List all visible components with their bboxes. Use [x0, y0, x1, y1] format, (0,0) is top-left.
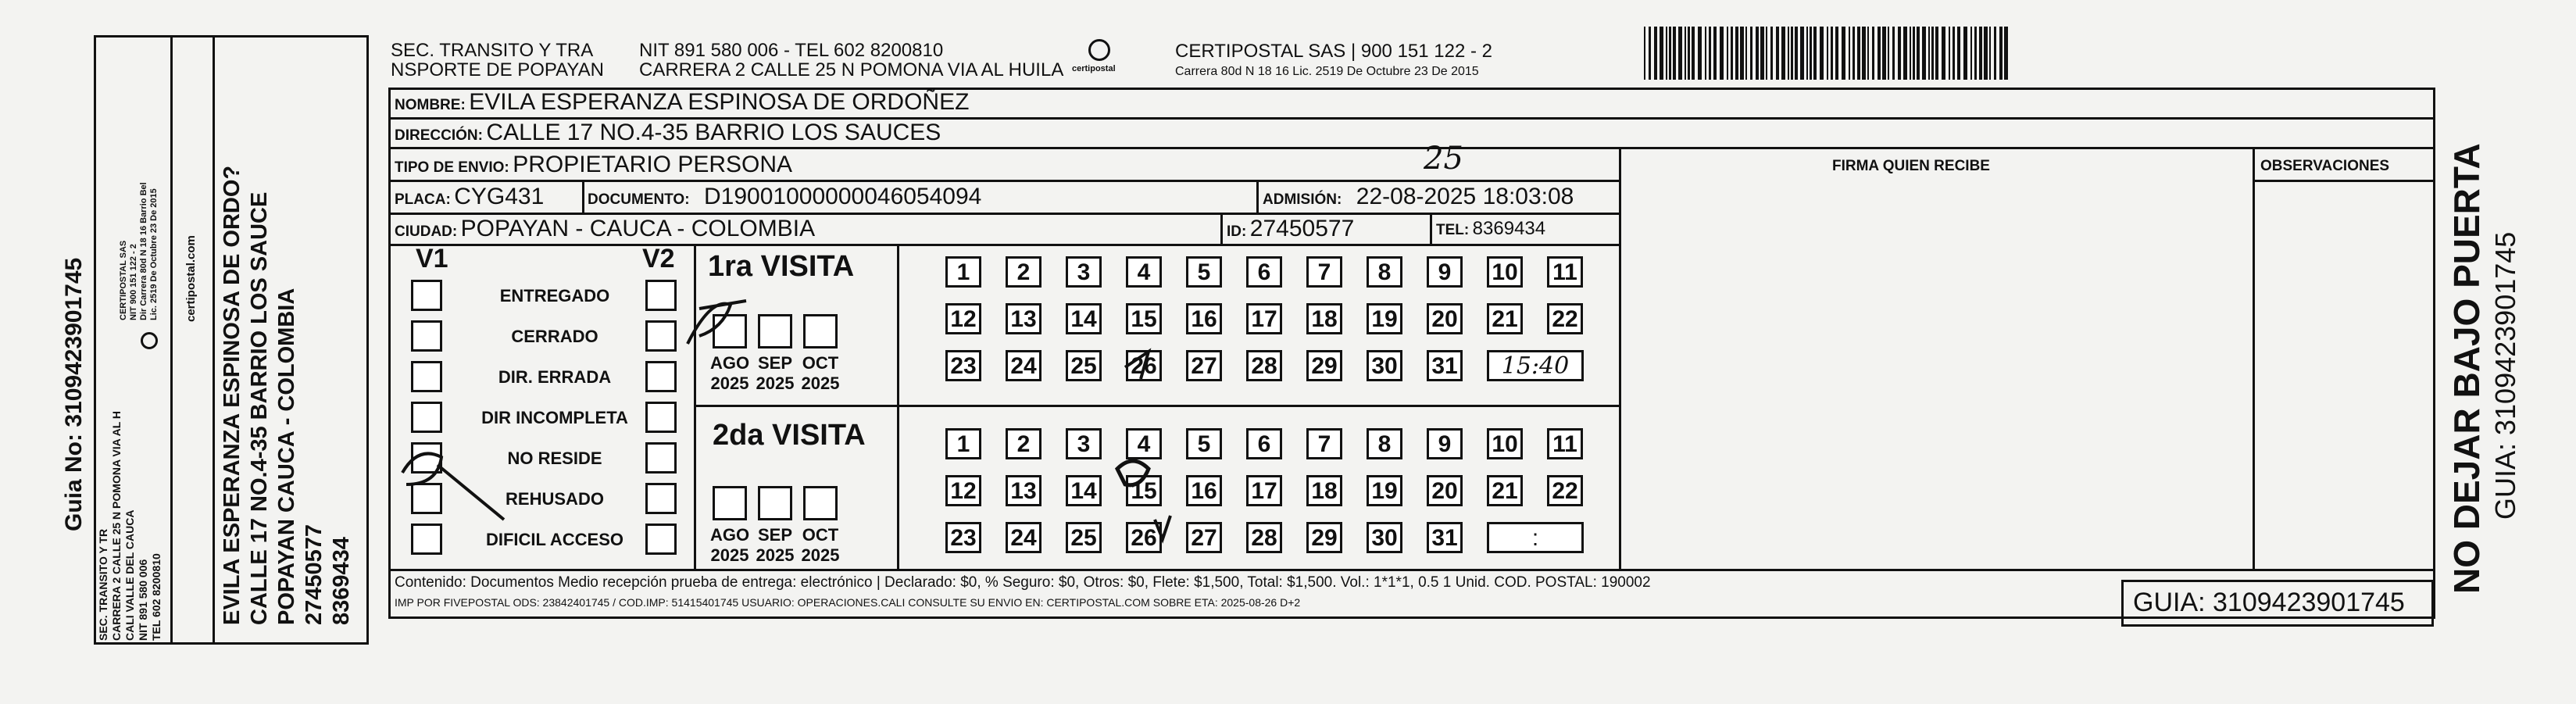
day-checkbox[interactable]: 7: [1306, 256, 1342, 288]
handwritten-note: 25: [1424, 141, 1463, 177]
day-checkbox[interactable]: 13: [1006, 475, 1041, 506]
firma-label: FIRMA QUIEN RECIBE: [1832, 158, 1990, 174]
status-option-label: NO RESIDE: [507, 448, 602, 468]
v2-label: V2: [642, 244, 675, 273]
header-address: CARRERA 2 CALLE 25 N POMONA VIA AL HUILA: [639, 59, 1064, 80]
day-checkbox[interactable]: 3: [1066, 256, 1102, 288]
stub-sender-line: NIT 891 580 006: [137, 559, 149, 641]
day-checkbox[interactable]: 18: [1306, 475, 1342, 506]
day-checkbox[interactable]: 30: [1367, 522, 1402, 553]
direccion-label: DIRECCIÓN:: [395, 127, 483, 144]
day-checkbox[interactable]: 10: [1487, 256, 1523, 288]
stub-carrier-line: Dir Carrera 80d N 18 16 Barrio Bel: [139, 182, 148, 320]
year-label: 2025: [801, 545, 840, 565]
nombre-label: NOMBRE:: [395, 97, 466, 113]
ciudad-label: CIUDAD:: [395, 223, 458, 240]
header-carrier-sub: Carrera 80d N 18 16 Lic. 2519 De Octubre 23 De 2015: [1175, 65, 1479, 78]
status-option-label: CERRADO: [511, 327, 598, 346]
day-checkbox[interactable]: 15: [1126, 303, 1162, 334]
day-checkbox[interactable]: 3: [1066, 428, 1102, 459]
day-checkbox[interactable]: 12: [945, 303, 981, 334]
time-field[interactable]: :: [1487, 522, 1584, 553]
day-checkbox[interactable]: 10: [1487, 428, 1523, 459]
day-checkbox[interactable]: 21: [1487, 475, 1523, 506]
header-sender-line: SEC. TRANSITO Y TRA: [391, 40, 594, 61]
header-nit: NIT 891 580 006 - TEL 602 8200810: [639, 40, 944, 61]
day-checkbox[interactable]: 25: [1066, 350, 1102, 381]
header-carrier-name: CERTIPOSTAL SAS | 900 151 122 - 2: [1175, 41, 1492, 62]
day-checkbox[interactable]: 15: [1126, 475, 1162, 506]
nombre-value: EVILA ESPERANZA ESPINOSA DE ORDOÑEZ: [469, 89, 970, 115]
year-label: 2025: [756, 545, 795, 565]
month-label: OCT: [802, 525, 839, 545]
day-checkbox[interactable]: 26: [1126, 522, 1162, 553]
time-field[interactable]: 15:40: [1487, 350, 1584, 381]
stub-recipient-line: 27450577: [302, 524, 327, 625]
day-checkbox[interactable]: 5: [1186, 256, 1222, 288]
day-checkbox[interactable]: 22: [1547, 303, 1583, 334]
day-checkbox[interactable]: 9: [1427, 256, 1463, 288]
day-checkbox[interactable]: 21: [1487, 303, 1523, 334]
side-guia: GUIA: 3109423901745: [2489, 231, 2521, 520]
documento-label: DOCUMENTO:: [588, 191, 690, 208]
tipo-envio-value: PROPIETARIO PERSONA: [513, 152, 793, 177]
tipo-envio-label: TIPO DE ENVIO:: [395, 159, 509, 176]
day-checkbox[interactable]: 6: [1246, 428, 1282, 459]
stub-sender-line: CARRERA 2 CALLE 25 N POMONA VIA AL H: [110, 410, 123, 641]
direccion-value: CALLE 17 NO.4-35 BARRIO LOS SAUCES: [486, 120, 941, 145]
day-checkbox[interactable]: 16: [1186, 303, 1222, 334]
day-checkbox[interactable]: 19: [1367, 475, 1402, 506]
footer-imp: IMP POR FIVEPOSTAL ODS: 23842401745 / COD.IMP: 51415401745 USUARIO: OPERACIONES.CALI CONSULTE SU ENVIO EN: CERTIPOSTAL.COM SOBRE ETA: 2025-08-26 D+2: [395, 596, 1301, 609]
day-checkbox[interactable]: 28: [1246, 522, 1282, 553]
day-checkbox[interactable]: 14: [1066, 475, 1102, 506]
footer-top-line: [388, 569, 2435, 571]
day-checkbox[interactable]: 4: [1126, 256, 1162, 288]
status-option-label: DIR. ERRADA: [498, 367, 612, 387]
day-checkbox[interactable]: 24: [1006, 522, 1041, 553]
documento-value: D19001000000046054094: [704, 184, 982, 209]
stub-carrier-line: CERTIPOSTAL SAS: [119, 240, 128, 320]
stub-carrier-line: NIT 900 151 122 - 2: [129, 244, 138, 320]
stub-recipient-line: EVILA ESPERANZA ESPINOSA DE ORDO?: [220, 165, 245, 625]
stub-sender-line: CALI VALLE DEL CAUCA: [123, 509, 136, 641]
day-checkbox[interactable]: 7: [1306, 428, 1342, 459]
stub-sender-line: TEL 602 8200810: [150, 553, 163, 641]
day-checkbox[interactable]: 30: [1367, 350, 1402, 381]
month-label: OCT: [802, 353, 839, 373]
placa-label: PLACA:: [395, 191, 451, 208]
guia-number-vertical: Guia No: 3109423901745: [61, 257, 87, 531]
status-option-label: DIFICIL ACCESO: [485, 530, 623, 549]
day-checkbox[interactable]: 2: [1006, 256, 1041, 288]
day-checkbox[interactable]: 9: [1427, 428, 1463, 459]
footer-guia: GUIA: 3109423901745: [2133, 588, 2405, 617]
day-checkbox[interactable]: 31: [1427, 522, 1463, 553]
placa-value: CYG431: [454, 184, 545, 209]
stub-carrier-line: Lic. 2519 De Octubre 23 De 2015: [149, 188, 159, 320]
visit-2-title: 2da VISITA: [713, 419, 866, 452]
footer-contenido: Contenido: Documentos Medio recepción prueba de entrega: electrónico | Declarado: $0, % Seguro: $0, Otros: $0, Flete: $1,500, Total: $1,500. Vol.: 1*1*1, 0.5 1 Unid. COD. POSTAL: 190002: [395, 574, 1651, 591]
stub-recipient-line: POPAYAN CAUCA - COLOMBIA: [274, 288, 299, 625]
tel-label: TEL:: [1436, 222, 1470, 238]
day-checkbox[interactable]: 11: [1547, 256, 1583, 288]
day-checkbox[interactable]: 29: [1306, 350, 1342, 381]
stub-carrier-web: certipostal.com: [184, 235, 198, 322]
day-checkbox[interactable]: 20: [1427, 303, 1463, 334]
day-checkbox[interactable]: 31: [1427, 350, 1463, 381]
id-value: 27450577: [1249, 216, 1355, 241]
day-checkbox[interactable]: 8: [1367, 428, 1402, 459]
day-checkbox[interactable]: 17: [1246, 303, 1282, 334]
day-checkbox[interactable]: 18: [1306, 303, 1342, 334]
year-label: 2025: [710, 545, 749, 565]
year-label: 2025: [756, 373, 795, 393]
day-checkbox[interactable]: 1: [945, 428, 981, 459]
day-checkbox[interactable]: 5: [1186, 428, 1222, 459]
day-checkbox[interactable]: 22: [1547, 475, 1583, 506]
day-checkbox[interactable]: 14: [1066, 303, 1102, 334]
day-checkbox[interactable]: 12: [945, 475, 981, 506]
month-label: AGO: [709, 353, 750, 373]
day-checkbox[interactable]: 8: [1367, 256, 1402, 288]
status-option-label: ENTREGADO: [499, 286, 610, 306]
id-label: ID:: [1227, 223, 1247, 240]
day-checkbox[interactable]: 20: [1427, 475, 1463, 506]
stub-recipient-line: 8369434: [329, 537, 354, 625]
year-label: 2025: [710, 373, 749, 393]
v1-label: V1: [416, 244, 448, 273]
day-checkbox[interactable]: 27: [1186, 350, 1222, 381]
header-logo-text: certipostal: [1072, 64, 1116, 73]
month-label: SEP: [757, 353, 793, 373]
visit-1-title: 1ra VISITA: [708, 250, 855, 283]
day-checkbox[interactable]: 27: [1186, 522, 1222, 553]
admision-label: ADMISIÓN:: [1263, 191, 1342, 208]
admision-value: 22-08-2025 18:03:08: [1356, 184, 1574, 209]
day-checkbox[interactable]: 23: [945, 522, 981, 553]
month-label: SEP: [757, 525, 793, 545]
tel-value: 8369434: [1472, 218, 1546, 239]
day-checkbox[interactable]: 23: [945, 350, 981, 381]
year-label: 2025: [801, 373, 840, 393]
day-checkbox[interactable]: 25: [1066, 522, 1102, 553]
header-sender-line: NSPORTE DE POPAYAN: [391, 59, 604, 80]
day-checkbox[interactable]: 28: [1246, 350, 1282, 381]
day-checkbox[interactable]: 26: [1126, 350, 1162, 381]
day-checkbox[interactable]: 4: [1126, 428, 1162, 459]
status-option-label: DIR INCOMPLETA: [481, 408, 628, 427]
stub-sender-line: SEC. TRANSITO Y TR: [97, 528, 109, 641]
day-checkbox[interactable]: 2: [1006, 428, 1041, 459]
day-checkbox[interactable]: 29: [1306, 522, 1342, 553]
day-checkbox[interactable]: 17: [1246, 475, 1282, 506]
day-checkbox[interactable]: 6: [1246, 256, 1282, 288]
day-checkbox[interactable]: 11: [1547, 428, 1583, 459]
day-checkbox[interactable]: 24: [1006, 350, 1041, 381]
day-checkbox[interactable]: 1: [945, 256, 981, 288]
no-dejar-bajo-puerta: NO DEJAR BAJO PUERTA: [2446, 143, 2487, 594]
day-checkbox[interactable]: 16: [1186, 475, 1222, 506]
status-option-label: REHUSADO: [506, 489, 604, 509]
observaciones-label: OBSERVACIONES: [2260, 158, 2390, 174]
month-label: AGO: [709, 525, 750, 545]
day-checkbox[interactable]: 13: [1006, 303, 1041, 334]
ciudad-value: POPAYAN - CAUCA - COLOMBIA: [460, 216, 816, 241]
stub-recipient-line: CALLE 17 NO.4-35 BARRIO LOS SAUCE: [247, 191, 272, 625]
day-checkbox[interactable]: 19: [1367, 303, 1402, 334]
